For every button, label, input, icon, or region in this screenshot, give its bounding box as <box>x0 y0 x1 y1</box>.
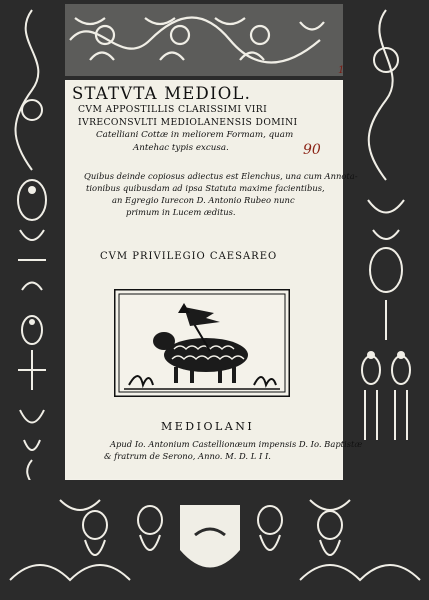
description-line-4: primum in Lucem æditus. <box>126 207 236 217</box>
description-line-3: an Egregio Iurecon D. Antonio Rubeo nunc <box>112 195 295 205</box>
imprint-line-2: & fratrum de Serono, Anno. M. D. L I I. <box>104 451 271 461</box>
imprint-line-1: Apud Io. Antonium Castellionæum impensis D. Io. Baptistæ <box>110 439 363 449</box>
folio-annotation: 1 <box>338 65 345 76</box>
privilege-line: CVM PRIVILEGIO CAESAREO <box>100 251 278 262</box>
subtitle-line-4: Antehac typis excusa. <box>133 143 229 153</box>
description-line-1: Quibus deinde copiosus adiectus est Elenchus, una cum Annota- <box>84 171 358 181</box>
subtitle-line-2: IVRECONSVLTI MEDIOLANENSIS DOMINI <box>78 117 298 128</box>
subtitle-line-1: CVM APPOSTILLIS CLARISSIMI VIRI <box>78 104 268 115</box>
imprint-city: MEDIOLANI <box>161 420 255 433</box>
page-title: STATVTA MEDIOL. <box>72 84 252 103</box>
bottom-ornamental-border <box>0 480 429 600</box>
printer-device-woodcut <box>114 289 290 397</box>
description-line-2: tionibus quibusdam ad ipsa Statuta maxime facientibus, <box>86 183 325 193</box>
shelfmark-annotation: 90 <box>303 142 321 158</box>
subtitle-line-3: Catelliani Cottæ in meliorem Formam, quam <box>96 130 294 140</box>
